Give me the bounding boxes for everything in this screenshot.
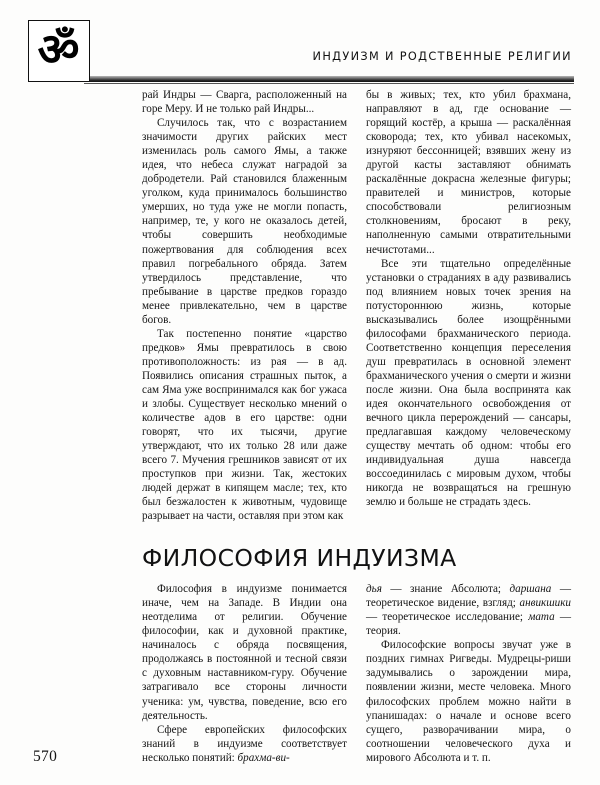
paragraph: Философские вопросы звучат уже в поздних гимнах Ригведы. Мудрецы-риши задумывались о зарождении мира, появлении жизни, месте человека. Много философских проблем можно найти в упанишадах: о начале и основе всего сущего, разворачивании мира, о соотношении человеческого духа и мирового Абсолюта и т. п. (366, 639, 571, 764)
page-number: 570 (33, 748, 58, 765)
paragraph: бы в живых; тех, кто убил брахмана, направляют в ад, где основание — горящий костёр, а крыша — раскалённая сковорода; тех, кто убивал насекомых, изнуряют бессонницей; взявших жену из другой касты заставляют обнимать раскалённые докрасна железные фигуры; правителей и министров, которые способствовали религиозным столкновениям, бросают в реку, наполненную самыми отвратительными нечистотами... (366, 89, 571, 256)
section-right-column (366, 582, 571, 765)
header-rule (84, 76, 574, 82)
top-left-column (142, 88, 347, 523)
page-body (142, 88, 572, 765)
top-columns (142, 88, 572, 523)
paragraph: Все эти тщательно определённые установки о страданиях в аду развивались под влиянием новых точек зрения на потустороннюю жизнь, которые высказывались более изощрёнными философами брахманического периода. Соответственно концепция переселения душ превратилась в основной элемент брахманического учения о смерти и жизни после жизни. Она была воспринята как идея окончательного освобождения от вечного цикла перерождений — сансары, предлагавшая каждому человеческому существу мечтать об одном: чтобы его индивидуальная душа навсегда воссоединилась с мировым духом, чтобы никогда не возвращаться на грешную землю и больше не страдать здесь. (366, 257, 571, 509)
paragraph: Философия в индуизме понимается иначе, чем на Западе. В Индии она неотделима от религии. Обучение философии, как и духовной практике, начиналось с обряда посвящения, продолжаясь в постоянной и тесной связи с духовным наставником-гуру. Обучение затрагивало все стороны личности ученика: ум, чувства, поведение, всю его деятельность. (142, 583, 347, 722)
page-header (0, 20, 600, 82)
running-head-title: ИНДУИЗМ И РОДСТВЕННЫЕ РЕЛИГИИ (312, 50, 572, 63)
section-left-column (142, 582, 347, 765)
section-heading: ФИЛОСОФИЯ ИНДУИЗМА (142, 544, 457, 573)
paragraph: Случилось так, что с возрастанием значимости других райских мест изменилась роль самого Ямы, а также идея, что небеса служат наградой за добродетели. Рай становился блаженным уголком, куда принималось большинство умерших, но туда уже не могли попасть, например, те, у кого не оказалось детей, чтобы совершить необходимые пожертвования для соблюдения всех правил погребального обряда. Затем утвердилось представление, что пребывание в царстве предков гораздо менее привлекательно, чем в царстве богов. (142, 117, 347, 326)
paragraph: дья — знание Абсолюта; даршана — теоретическое видение, взгляд; анвикшики — теоретическое исследование; мата — теория. (366, 583, 571, 638)
top-right-column (366, 88, 571, 509)
section-columns (142, 582, 572, 765)
om-symbol-logo (28, 20, 90, 82)
header-rule-thin (84, 83, 574, 84)
paragraph: Сфере европейских философских знаний в индуизме соответствует несколько понятий: брахма-ви- (142, 723, 347, 764)
paragraph: Так постепенно понятие «царство предков» Ямы превратилось в свою противоположность: из рая — в ад. Появились описания страшных пыток, а сам Яма уже воспринимался как бог ужаса и злобы. Существует несколько мнений о количестве адов в его царстве: одни говорят, что их тысячи, другие утверждают, что их только 28 или даже всего 7. Мучения грешников зависят от их проступков при жизни. Так, жестоких людей держат в кипящем масле; тех, кто был безжалостен к животным, чудовище разрывает на части, оставляя при этом как (142, 327, 347, 523)
om-symbol-icon: ॐ (38, 23, 80, 76)
paragraph: рай Индры — Сварга, расположенный на горе Меру. И не только рай Индры... (142, 89, 347, 116)
